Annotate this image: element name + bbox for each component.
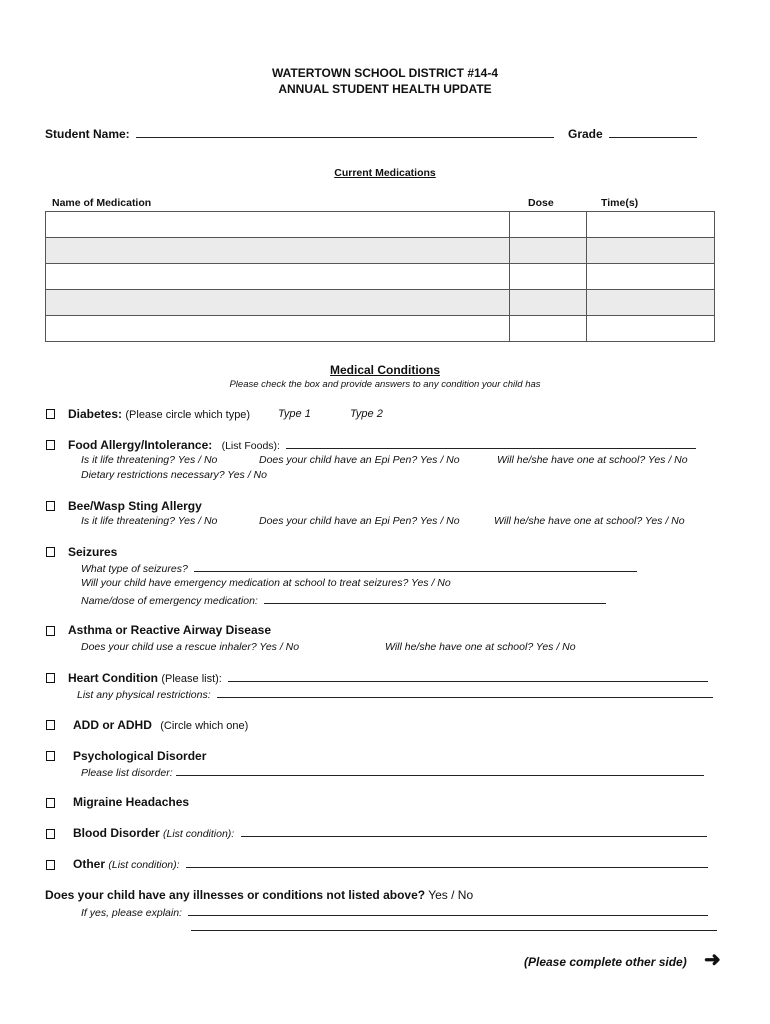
add-row <box>73 718 248 732</box>
times-cell[interactable] <box>587 264 715 290</box>
times-cell[interactable] <box>587 212 715 238</box>
district-title: WATERTOWN SCHOOL DISTRICT #14-4 <box>271 66 499 80</box>
dose-cell[interactable] <box>510 316 587 342</box>
times-cell[interactable] <box>587 290 715 316</box>
other-illnesses-label: Does your child have any illnesses or conditions not listed above? <box>45 888 426 902</box>
medication-name-cell[interactable] <box>46 238 510 264</box>
dose-cell[interactable] <box>510 290 587 316</box>
table-row <box>46 264 715 290</box>
bee-life-threatening: Is it life threatening? Yes / No <box>81 515 218 527</box>
migraine-checkbox[interactable] <box>46 798 55 808</box>
bee-allergy-label: Bee/Wasp Sting Allergy <box>68 499 202 513</box>
seizure-dose-label: Name/dose of emergency medication: <box>81 595 258 607</box>
food-dietary: Dietary restrictions necessary? Yes / No <box>81 469 267 481</box>
other-illnesses-answer[interactable]: Yes / No <box>428 888 474 902</box>
heart-restrictions-field[interactable] <box>217 687 713 698</box>
heart-hint: (Please list): <box>161 673 222 685</box>
table-row <box>46 290 715 316</box>
grade-label: Grade <box>568 127 603 141</box>
asthma-inhaler-school: Will he/she have one at school? Yes / No <box>385 641 576 653</box>
psych-row <box>81 765 704 779</box>
dose-header: Dose <box>528 197 554 209</box>
asthma-inhaler: Does your child use a rescue inhaler? Yes / No <box>81 641 300 653</box>
add-checkbox[interactable] <box>46 720 55 730</box>
bee-allergy-checkbox[interactable] <box>46 501 55 511</box>
explain-row <box>81 905 708 919</box>
add-hint: (Circle which one) <box>160 720 249 732</box>
blood-hint: (List condition): <box>163 828 235 840</box>
explain-field[interactable] <box>188 905 708 916</box>
heart-restrictions-row <box>77 687 713 701</box>
seizure-type-field[interactable] <box>194 561 637 572</box>
other-hint: (List condition): <box>108 859 180 871</box>
heart-label: Heart Condition <box>68 671 158 685</box>
student-name-field[interactable] <box>136 127 554 138</box>
dose-cell[interactable] <box>510 264 587 290</box>
diabetes-hint: (Please circle which type) <box>125 409 251 421</box>
psych-label: Psychological Disorder <box>73 749 207 763</box>
explain-field-line2[interactable] <box>191 920 717 931</box>
food-allergy-checkbox[interactable] <box>46 440 55 450</box>
dose-cell[interactable] <box>510 238 587 264</box>
type1-option[interactable]: Type 1 <box>278 408 311 420</box>
blood-checkbox[interactable] <box>46 829 55 839</box>
times-cell[interactable] <box>587 238 715 264</box>
medications-table <box>45 211 715 342</box>
right-arrow-icon: ➜ <box>704 949 721 971</box>
footer-note: (Please complete other side) <box>524 955 687 969</box>
blood-field[interactable] <box>241 826 707 837</box>
other-label: Other <box>73 857 106 871</box>
other-checkbox[interactable] <box>46 860 55 870</box>
diabetes-label: Diabetes: <box>68 407 123 421</box>
form-title: ANNUAL STUDENT HEALTH UPDATE <box>278 82 492 96</box>
food-epipen-school: Will he/she have one at school? Yes / No <box>497 454 688 466</box>
dose-cell[interactable] <box>510 212 587 238</box>
bee-epipen-school: Will he/she have one at school? Yes / No <box>494 515 685 527</box>
times-cell[interactable] <box>587 316 715 342</box>
diabetes-row <box>68 407 250 421</box>
heart-restrictions-label: List any physical restrictions: <box>77 689 211 701</box>
psych-list-label: Please list disorder: <box>81 767 173 779</box>
seizures-label: Seizures <box>68 545 118 559</box>
asthma-checkbox[interactable] <box>46 626 55 636</box>
psych-checkbox[interactable] <box>46 751 55 761</box>
table-row <box>46 212 715 238</box>
seizure-emergency-med: Will your child have emergency medication at school to treat seizures? Yes / No <box>81 577 451 589</box>
diabetes-checkbox[interactable] <box>46 409 55 419</box>
medication-name-cell[interactable] <box>46 316 510 342</box>
explain-label: If yes, please explain: <box>81 907 182 919</box>
heart-row <box>68 671 708 685</box>
student-name-row <box>45 127 554 141</box>
grade-field[interactable] <box>609 127 697 138</box>
table-row <box>46 238 715 264</box>
asthma-label: Asthma or Reactive Airway Disease <box>68 623 271 637</box>
medication-name-header: Name of Medication <box>52 197 152 209</box>
food-allergy-label: Food Allergy/Intolerance: <box>68 438 213 452</box>
add-label: ADD or ADHD <box>73 718 152 732</box>
food-allergy-row <box>68 438 696 452</box>
psych-field[interactable] <box>176 765 704 776</box>
heart-checkbox[interactable] <box>46 673 55 683</box>
medication-name-cell[interactable] <box>46 264 510 290</box>
bee-epipen: Does your child have an Epi Pen? Yes / No <box>259 515 460 527</box>
blood-row <box>73 826 707 840</box>
medication-name-cell[interactable] <box>46 290 510 316</box>
seizure-dose-row <box>81 593 606 607</box>
conditions-instructions: Please check the box and provide answers to any condition your child has <box>229 379 541 390</box>
medications-heading: Current Medications <box>334 167 436 179</box>
food-life-threatening: Is it life threatening? Yes / No <box>81 454 218 466</box>
type2-option[interactable]: Type 2 <box>350 408 383 420</box>
other-row <box>73 857 708 871</box>
table-row <box>46 316 715 342</box>
food-list-field[interactable] <box>286 438 696 449</box>
student-name-label: Student Name: <box>45 127 130 141</box>
migraine-label: Migraine Headaches <box>73 795 190 809</box>
times-header: Time(s) <box>601 197 639 209</box>
food-list-label: (List Foods): <box>221 440 280 452</box>
seizures-checkbox[interactable] <box>46 547 55 557</box>
seizure-type-row <box>81 561 637 575</box>
seizure-dose-field[interactable] <box>264 593 606 604</box>
heart-field[interactable] <box>228 671 708 682</box>
other-illnesses-row <box>45 888 473 902</box>
other-field[interactable] <box>186 857 708 868</box>
blood-label: Blood Disorder <box>73 826 160 840</box>
food-epipen: Does your child have an Epi Pen? Yes / No <box>259 454 460 466</box>
medication-name-cell[interactable] <box>46 212 510 238</box>
seizure-type-label: What type of seizures? <box>81 563 188 575</box>
grade-row <box>568 127 697 141</box>
conditions-heading: Medical Conditions <box>329 363 440 377</box>
